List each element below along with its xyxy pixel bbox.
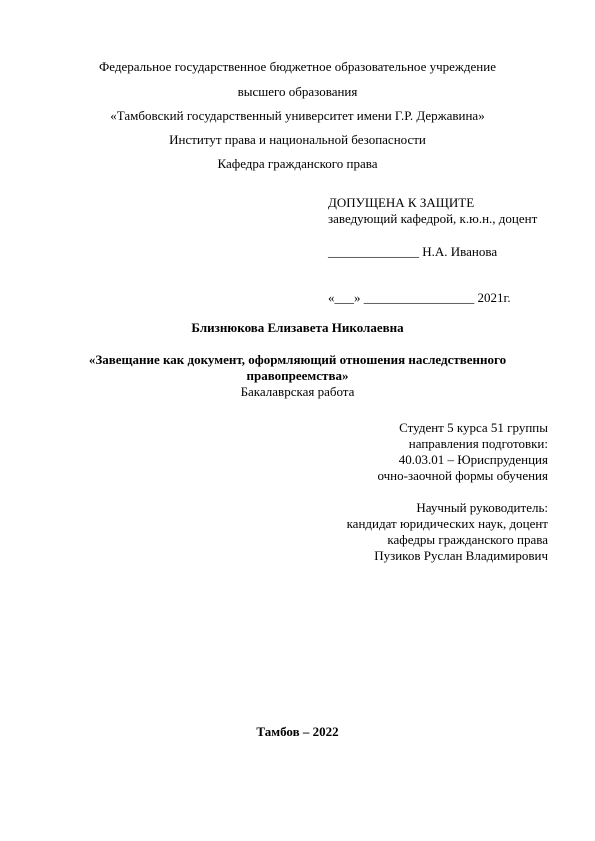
institution-line-1: Федеральное государственное бюджетное образовательное учреждение: [99, 59, 496, 74]
supervisor-line-2: кандидат юридических наук, доцент: [346, 516, 548, 531]
institute-name: Институт права и национальной безопасности: [169, 132, 426, 147]
student-line-2: направления подготовки:: [408, 436, 548, 451]
approval-signature: ______________ Н.А. Иванова: [328, 244, 498, 259]
approval-title: ДОПУЩЕНА К ЗАЩИТЕ: [328, 195, 475, 210]
work-title-line-1: «Завещание как документ, оформляющий отношения наследственного: [88, 352, 507, 367]
department-name: Кафедра гражданского права: [217, 156, 378, 171]
student-line-3: 40.03.01 – Юриспруденция: [398, 452, 548, 467]
student-line-4: очно-заочной формы обучения: [377, 468, 548, 483]
institution-line-2: высшего образования: [237, 84, 358, 99]
supervisor-line-3: кафедры гражданского права: [387, 532, 548, 547]
approval-date: «___» _________________ 2021г.: [328, 290, 511, 305]
work-title-line-2: правопреемства»: [246, 368, 349, 383]
approval-role: заведующий кафедрой, к.ю.н., доцент: [328, 211, 538, 226]
city-year: Тамбов – 2022: [256, 724, 339, 739]
supervisor-line-1: Научный руководитель:: [416, 500, 548, 515]
work-type: Бакалаврская работа: [240, 384, 355, 399]
student-line-1: Студент 5 курса 51 группы: [399, 420, 548, 435]
supervisor-line-4: Пузиков Руслан Владимирович: [374, 548, 548, 563]
author-name: Близнюкова Елизавета Николаевна: [191, 320, 404, 335]
university-name: «Тамбовский государственный университет имени Г.Р. Державина»: [110, 108, 485, 123]
